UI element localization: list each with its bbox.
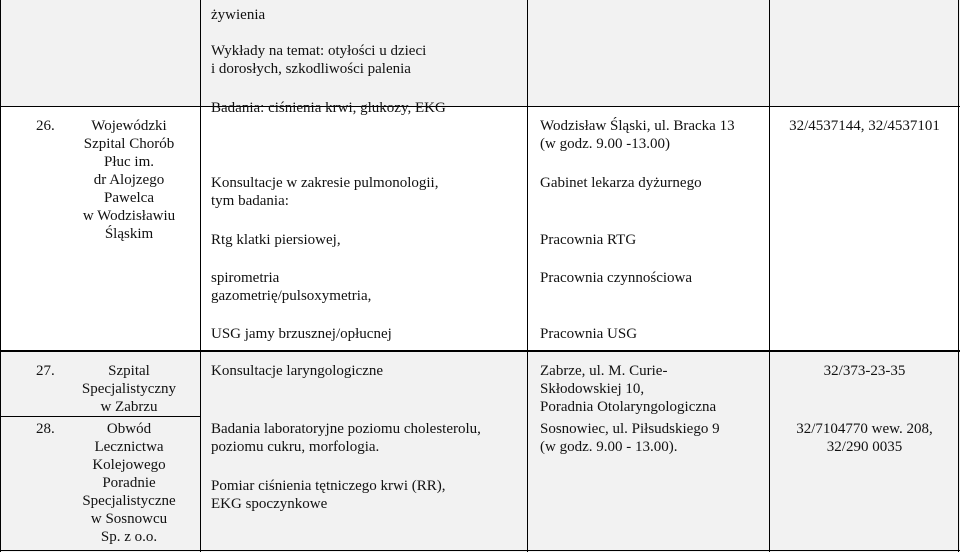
service-rtg: Rtg klatki piersiowej, [211,232,341,248]
service-spiro: spirometria gazometrię/pulsoxymetria, [211,270,372,304]
location-function-lab: Pracownia czynnościowa [540,270,693,286]
hospital-name: Obwód Lecznictwa Kolejowego Poradnie Specjalistyczne w Sosnowcu Sp. z o.o. [82,421,176,545]
address: Wodzisław Śląski, ul. Bracka 13 (w godz. 9.00 -13.00) [540,118,735,152]
phone: 32/7104770 wew. 208, 32/290 0035 [796,421,933,455]
row-separator [0,416,200,417]
row-number: 26. [36,118,55,134]
table-left-border [0,0,1,552]
row-number: 27. [36,363,55,379]
column-separator [769,0,770,552]
service-usg: USG jamy brzusznej/opłucnej [211,326,392,342]
cell-zywienia: żywienia [211,7,266,23]
location-rtg: Pracownia RTG [540,232,637,248]
location-office: Gabinet lekarza dyżurnego [540,175,702,191]
row-separator [0,350,960,352]
phone: 32/373-23-35 [823,363,906,379]
cell-lectures: Wykłady na temat: otyłości u dzieci i dorosłych, szkodliwości palenia [211,43,427,77]
column-separator [527,0,528,552]
hospital-name: Szpital Specjalistyczny w Zabrzu [81,363,177,415]
address: Sosnowiec, ul. Piłsudskiego 9 (w godz. 9.00 - 13.00). [540,421,720,455]
cell-tests: Badania: ciśnienia krwi, glukozy, EKG [211,100,446,116]
service-lab: Badania laboratoryjne poziomu cholesterolu, poziomu cukru, morfologia. [211,421,481,455]
location-usg: Pracownia USG [540,326,638,342]
phone: 32/4537144, 32/4537101 [789,118,940,134]
service-rr: Pomiar ciśnienia tętniczego krwi (RR), EKG spoczynkowe [211,478,446,512]
address: Zabrze, ul. M. Curie- Skłodowskiej 10, Poradnia Otolaryngologiczna [540,363,717,415]
hospital-name: Wojewódzki Szpital Chorób Płuc im. dr Alojzego Pawelca w Wodzisławiu Śląskim [82,118,176,242]
table-bottom-border [0,550,960,551]
column-separator [200,0,201,552]
table-right-border [958,0,959,552]
row-number: 28. [36,421,55,437]
row-separator [0,106,960,107]
service-consult: Konsultacje w zakresie pulmonologii, tym badania: [211,175,439,209]
service-consult: Konsultacje laryngologiczne [211,363,384,379]
